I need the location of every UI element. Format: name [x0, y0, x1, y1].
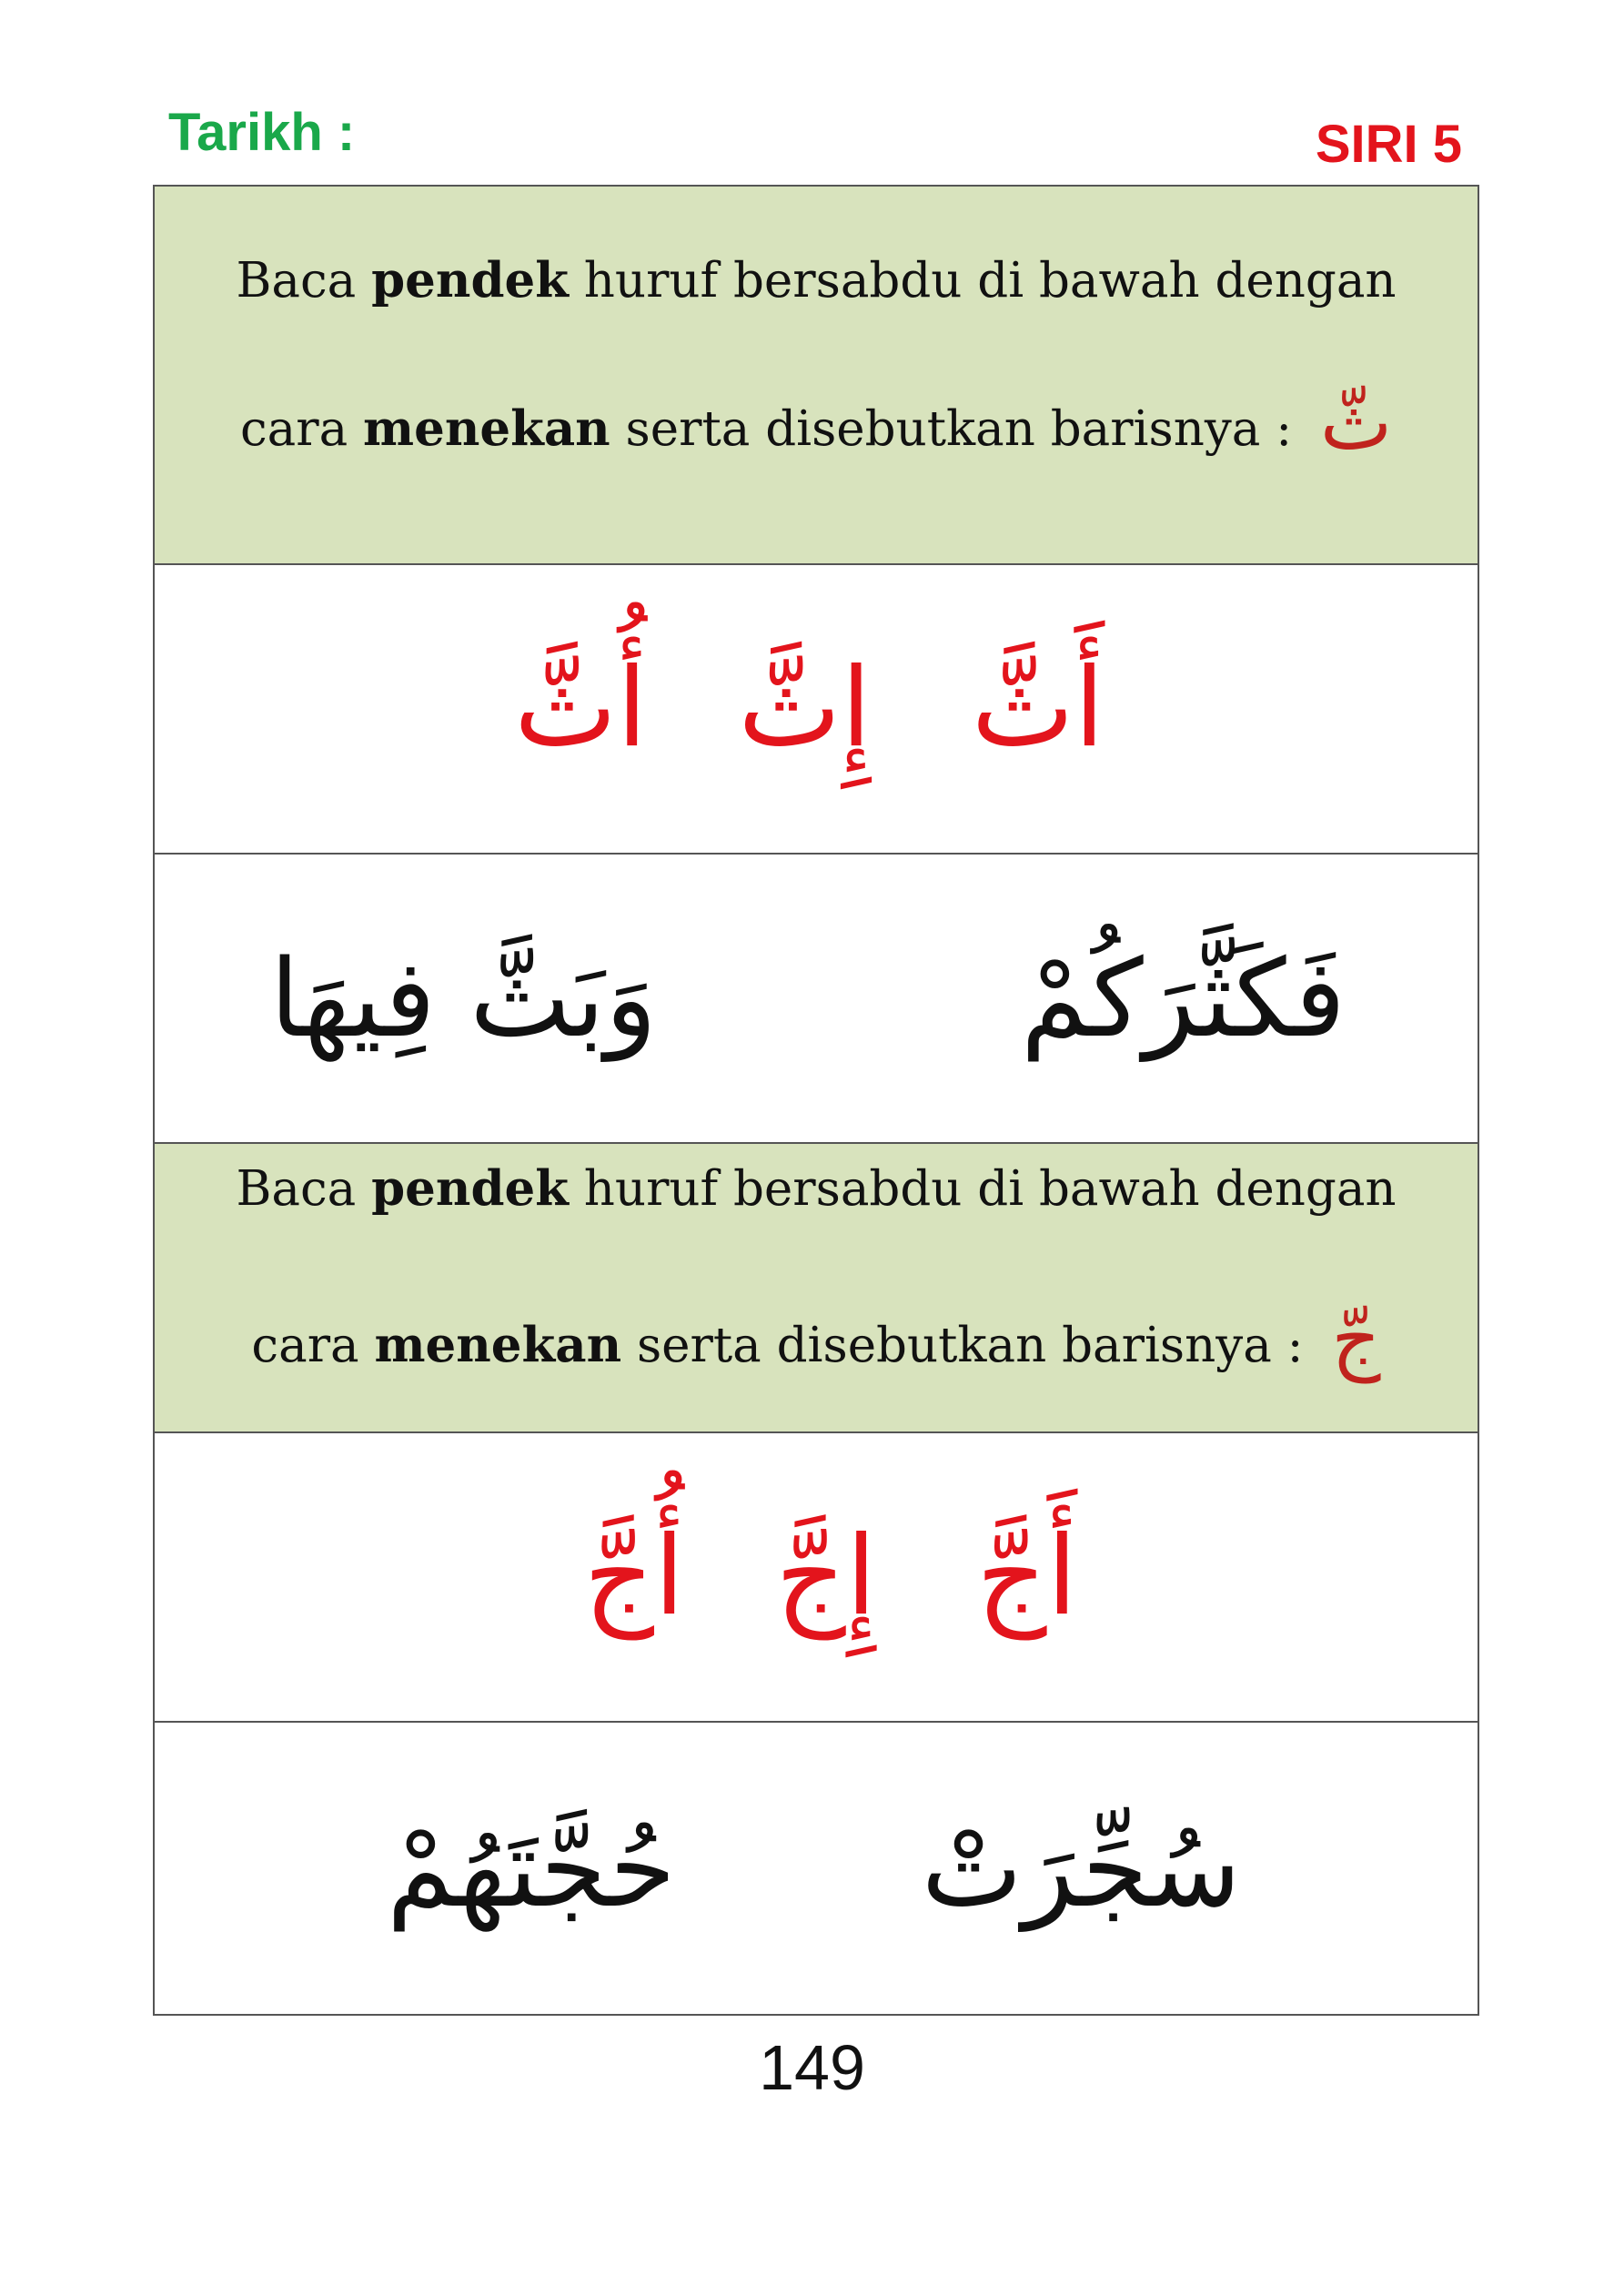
syllable-group: [155, 1433, 1478, 1721]
instruction-text: huruf bersabdu di bawah dengan: [568, 253, 1397, 308]
instruction-line-2: [155, 378, 1478, 467]
instruction-text: Baca: [236, 1161, 372, 1217]
word-row-2: [155, 1723, 1478, 2014]
instruction-bold: menekan: [374, 1317, 622, 1373]
date-label: Tarikh :: [168, 103, 356, 162]
instruction-text: huruf bersabdu di bawah dengan: [568, 1161, 1397, 1217]
instruction-line-2: [155, 1294, 1478, 1383]
instruction-line-1: [155, 1160, 1478, 1217]
instruction-text: cara: [251, 1318, 375, 1373]
syllable-fatha: أَجَّ: [976, 1513, 1077, 1640]
series-label: SIRI 5: [1315, 115, 1462, 174]
target-letter: ثّ: [1319, 378, 1393, 467]
target-letter: جّ: [1331, 1294, 1381, 1383]
syllable-fatha: أَثَّ: [971, 645, 1105, 772]
instruction-line-1: [155, 252, 1478, 308]
word-right: سُجِّرَتْ: [921, 1805, 1241, 1931]
word-left: حُجَّتَهُمْ: [387, 1805, 676, 1931]
word-row-1: [155, 855, 1478, 1144]
syllable-kasra: إِجَّ: [775, 1513, 877, 1640]
word-left: وَبَثَّ فِيهَا: [269, 936, 657, 1061]
syllable-group: [155, 565, 1478, 853]
instruction-text: cara: [239, 401, 364, 457]
instruction-box-2: [155, 1144, 1478, 1433]
word-group: [155, 855, 1478, 1142]
syllable-row-1: [155, 565, 1478, 855]
syllable-kasra: إِثَّ: [738, 645, 872, 772]
instruction-text: Baca: [236, 253, 372, 308]
exercise-table: [153, 185, 1479, 2016]
word-group: [155, 1723, 1478, 2014]
page-number: 149: [759, 2032, 865, 2103]
instruction-bold: pendek: [371, 1160, 569, 1217]
syllable-damma: أُثَّ: [514, 645, 648, 772]
syllable-damma: أُجَّ: [583, 1513, 685, 1640]
instruction-bold: pendek: [371, 252, 569, 308]
word-right: فَكَثَّرَكُمْ: [1021, 936, 1346, 1061]
instruction-bold: menekan: [363, 400, 610, 457]
syllable-row-2: [155, 1433, 1478, 1723]
instruction-box-1: [155, 187, 1478, 565]
instruction-text: serta disebutkan barisnya :: [621, 1318, 1319, 1373]
instruction-text: serta disebutkan barisnya :: [610, 401, 1307, 457]
